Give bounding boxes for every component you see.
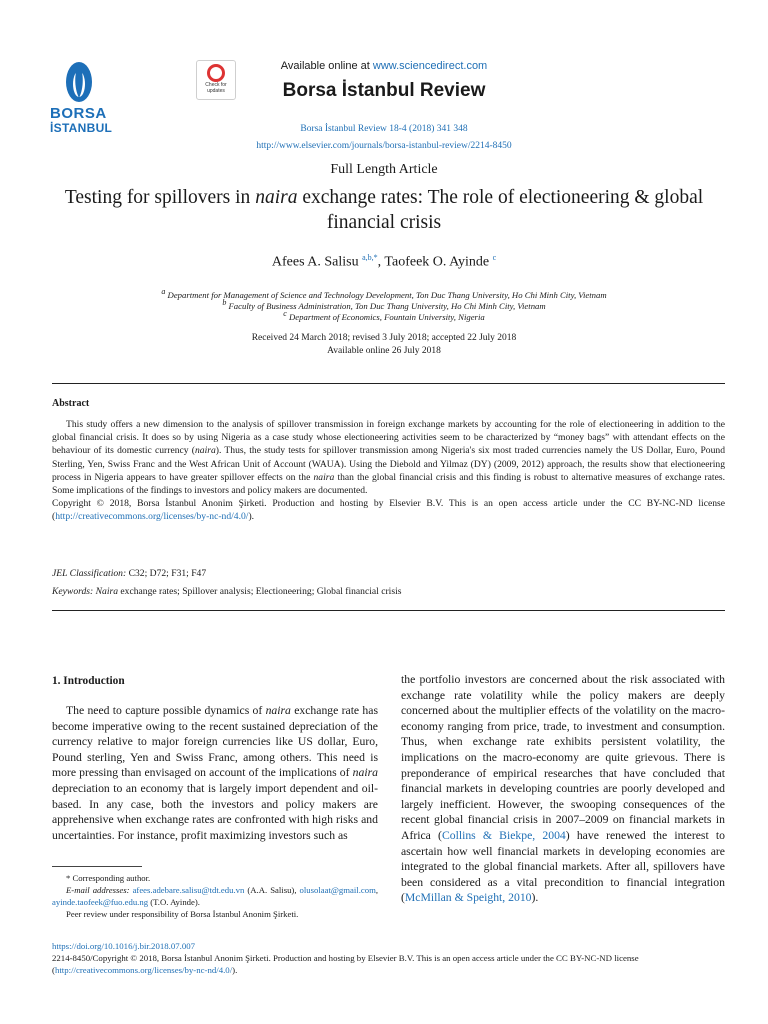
- email-link-2[interactable]: olusolaat@gmail.com: [299, 885, 376, 895]
- author-sep: ,: [377, 254, 385, 270]
- intro-right-column: [401, 672, 725, 906]
- jel-label: JEL Classification:: [52, 568, 127, 579]
- journal-name: Borsa İstanbul Review: [282, 80, 486, 101]
- sciencedirect-link[interactable]: www.sciencedirect.com: [372, 60, 488, 72]
- abstract-heading: Abstract: [52, 398, 90, 409]
- title-italic: naira: [255, 187, 298, 208]
- doi-link[interactable]: https://doi.org/10.1016/j.bir.2018.07.007: [52, 941, 196, 951]
- author-1-affil[interactable]: a,b,*: [362, 253, 378, 262]
- email-label: E-mail addresses:: [66, 885, 133, 895]
- section-heading-introduction: 1. Introduction: [52, 675, 125, 687]
- abstract-text: This study offers a new dimension to the analysis of spillover transmission in foreign exchange markets by accounting for the role of electioneering in addition to the global financial crisis. It does so by using Nigeria as a case study whose electioneering activities seem to be characterized by “money bags” with attendant effects on the behaviour of its domestic currency (: [52, 419, 725, 457]
- abstract-italic: naira: [194, 445, 216, 457]
- abstract-copyright: [52, 497, 725, 523]
- keywords-italic: Naira: [93, 586, 119, 597]
- intro-text: the portfolio investors are concerned about the risk associated with exchange rate volatility while the policy makers are deeply concerned about the multiplier effects of the volatility on the macro-economy ranging from price, trade, to investment and consumption. Thus, when exchange rate exhibits persistent volatility, the implications on the macro-economy are quite grievous. There is preponderance of empirical researches that have concluded that financial markets in developing countries are poorly developed and largely inefficient. However, the swooping consequences of the recent global financial crisis in 2007–2009 on financial markets in Africa (: [401, 673, 725, 842]
- issn-text: 2214-8450/Copyright © 2018, Borsa İstanbul Anonim Şirketi. Production and hosting by Elsevier B.V. This is an open access article under the CC BY-NC-ND license (: [52, 953, 639, 975]
- issn-end: ).: [232, 965, 238, 975]
- intro-italic: naira: [265, 704, 291, 717]
- peer-review-note: Peer review under responsibility of Borsa İstanbul Anonim Şirketi.: [66, 909, 299, 919]
- abstract-text: ). Thus, the study tests for spillover transmission among Nigeria's six most traded currencies namely the US Dollar, Euro, Pound Sterling, Yen, Swiss Franc and the West African Unit of Account (WAUA). Using the Diebold and Yilmaz (DY) (2009, 2012) approach, the results show that electioneering process in Nigeria appears to have greater spillover effects on the: [52, 445, 725, 483]
- license-link[interactable]: http://creativecommons.org/licenses/by-nc-nd/4.0/: [55, 511, 249, 523]
- author-list: [0, 253, 768, 271]
- intro-paragraph-cont: [401, 672, 725, 906]
- author-2[interactable]: Taofeek O. Ayinde: [384, 254, 493, 270]
- intro-left-column: [52, 703, 378, 843]
- author-1[interactable]: Afees A. Salisu: [271, 254, 363, 270]
- email-link-1[interactable]: afees.adebare.salisu@tdt.edu.vn: [132, 885, 245, 895]
- keywords: [52, 586, 725, 597]
- footnotes: [52, 872, 378, 920]
- footnote-rule: [52, 866, 142, 867]
- affil-mark: a: [161, 287, 166, 296]
- email-owner: (T.O. Ayinde).: [148, 897, 200, 907]
- email-owner: (A.A. Salisu),: [244, 885, 300, 895]
- divider-keywords: [52, 610, 725, 611]
- logo-line-2: İSTANBUL: [50, 121, 113, 135]
- jel-classification: [52, 568, 725, 579]
- copyright-text: Copyright © 2018, Borsa İstanbul Anonim Şirketi. Production and hosting by Elsevier B.V. This is an open access article under the CC BY-NC-ND license (: [52, 498, 725, 523]
- email-sep: ,: [375, 885, 378, 895]
- intro-text: ).: [531, 891, 539, 905]
- keywords-value: exchange rates; Spillover analysis; Electioneering; Global financial crisis: [118, 586, 402, 597]
- ref-mcmillan-speight[interactable]: McMillan & Speight, 2010: [404, 891, 532, 905]
- issn-copyright: [52, 952, 725, 976]
- affil-text: Faculty of Business Administration, Ton Duc Thang University, Ho Chi Minh City, Vietnam: [228, 300, 546, 311]
- intro-italic: naira: [352, 766, 378, 780]
- title-part1: Testing for spillovers in: [64, 187, 256, 208]
- copyright-end: ).: [248, 511, 255, 523]
- ref-collins-biekpe[interactable]: Collins & Biekpe, 2004: [441, 828, 566, 842]
- jel-value: C32; D72; F31; F47: [126, 568, 207, 579]
- abstract-italic: naira: [313, 471, 335, 483]
- email-link-3[interactable]: ayinde.taofeek@fuo.edu.ng: [52, 897, 149, 907]
- intro-text: exchange rate has become imperative owing to the recent sustained depreciation of the currency relative to major foreign currencies like US dollar, Euro, Pound sterling, Yen and Swiss Franc, among others. This need is more pressing than envisaged on account of the implications of: [52, 704, 378, 780]
- available-date: Available online 26 July 2018: [327, 346, 441, 356]
- received-dates: Received 24 March 2018; revised 3 July 2018; accepted 22 July 2018: [251, 333, 517, 343]
- footer-license-link[interactable]: http://creativecommons.org/licenses/by-nc-nd/4.0/: [54, 965, 233, 975]
- intro-text: ) have renewed the interest to ascertain how well financial markets in developing economies are integrated to the global financial markets. After all, spillovers have been considered as a vital precondition to financial integration (: [401, 828, 726, 905]
- title-part2: exchange rates: The role of electioneering & global financial crisis: [297, 187, 704, 233]
- available-online: [0, 60, 768, 72]
- abstract-text: than the global financial crisis and this finding is robust to alternative measures of exchange rates. Some implications of the findings to investors and policy makers are documented.: [52, 471, 725, 497]
- email-addresses: [52, 884, 378, 908]
- article-type: Full Length Article: [330, 162, 438, 177]
- keywords-label: Keywords:: [52, 586, 94, 597]
- journal-url-link[interactable]: http://www.elsevier.com/journals/borsa-istanbul-review/2214-8450: [256, 141, 512, 151]
- affiliation-c: [0, 309, 768, 322]
- affil-text: Department of Economics, Fountain University, Nigeria: [289, 311, 485, 322]
- affil-mark: b: [222, 298, 227, 307]
- corresponding-author: * Corresponding author.: [66, 873, 151, 883]
- intro-text: The need to capture possible dynamics of: [66, 704, 266, 717]
- abstract-paragraph: [52, 418, 725, 497]
- intro-paragraph: [52, 703, 378, 843]
- divider-top: [52, 383, 725, 384]
- affil-mark: c: [283, 309, 287, 318]
- available-prefix: Available online at: [280, 60, 373, 72]
- check-updates-label: Check for updates: [205, 82, 227, 94]
- affil-text: Department for Management of Science and Technology Development, Ton Duc Thang University, Ho Chi Minh City, Vietnam: [167, 289, 607, 300]
- abstract-body: [52, 418, 725, 524]
- citation-link[interactable]: Borsa İstanbul Review 18-4 (2018) 341 348: [300, 124, 468, 134]
- intro-text: depreciation to an economy that is largely import dependent and oil-based. In any case, both the investors and policy makers are apprehensive when exchange rates are confronted with high risks and uncertainties. For instance, profit maximizing investors such as: [52, 781, 378, 842]
- article-title: [40, 185, 728, 235]
- logo-line-1: BORSA: [50, 105, 107, 122]
- page-footer: [52, 940, 725, 976]
- author-2-affil[interactable]: c: [492, 253, 497, 262]
